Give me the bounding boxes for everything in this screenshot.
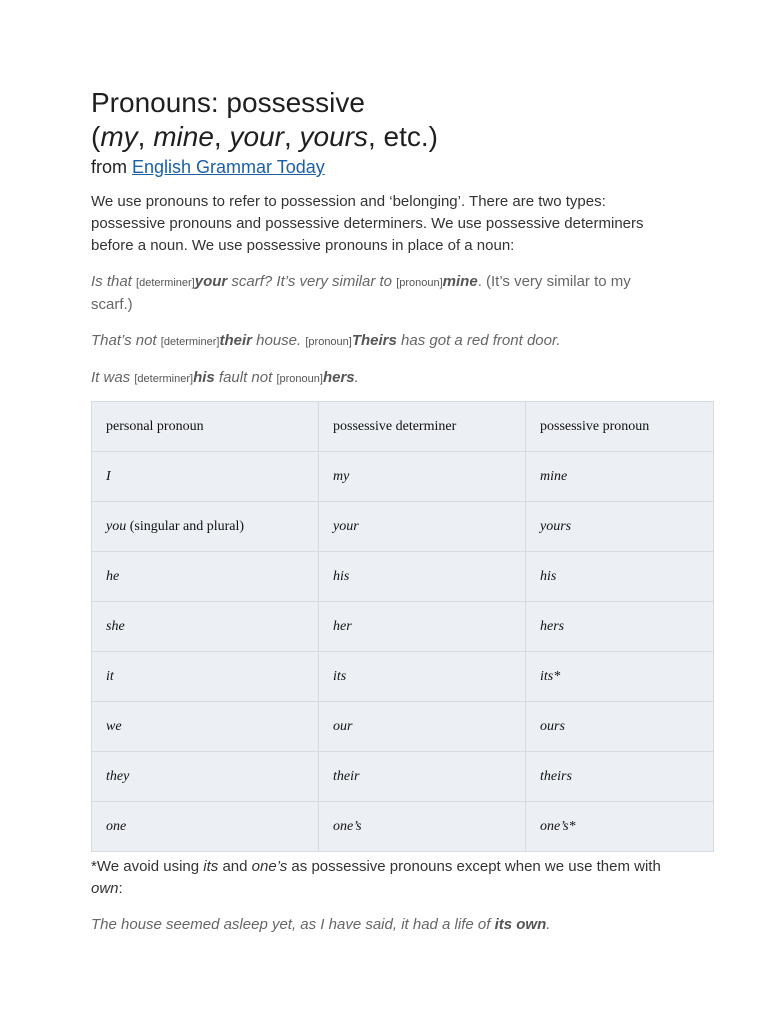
article	[91, 86, 713, 936]
column-header: possessive pronoun	[526, 402, 714, 452]
table-cell-personal	[92, 452, 319, 502]
example-text: fault not	[214, 369, 277, 386]
example-gloss: . (It’s very similar to my scarf.)	[91, 273, 631, 313]
personal-pronoun: he	[106, 568, 120, 584]
possessive-determiner: our	[333, 718, 353, 734]
possessive-pronoun: one’s*	[540, 818, 576, 834]
title-sep: ,	[213, 121, 230, 152]
footnote-text: *We avoid using	[91, 858, 204, 875]
table-row	[92, 702, 714, 752]
example-keyword: hers	[322, 369, 355, 386]
source-link[interactable]: English Grammar Today	[132, 157, 325, 177]
table-cell-determiner	[319, 552, 526, 602]
personal-pronoun: they	[106, 768, 130, 784]
footnote-term: its	[203, 858, 219, 875]
intro-paragraph: We use pronouns to refer to possession and ‘belonging’. There are two types: possessive pronouns and possessive determiners. We use possessive determiners before a noun. We use possessive pronouns in place of a noun:	[91, 193, 644, 254]
example-text: The house seemed asleep yet, as I have said, it had a life of	[91, 916, 495, 933]
table-cell-pronoun	[526, 802, 714, 852]
example-1	[91, 271, 671, 316]
title-word-yours: yours	[299, 121, 368, 152]
footnote-text: and	[218, 858, 252, 875]
table-cell-pronoun	[526, 602, 714, 652]
grammar-label: [determiner]	[134, 373, 194, 385]
personal-note: (singular and plural)	[126, 518, 245, 534]
example-text: That’s not	[91, 332, 161, 349]
source-line	[91, 155, 713, 179]
title-sep: ,	[283, 121, 300, 152]
table-row	[92, 752, 714, 802]
table-cell-pronoun	[526, 652, 714, 702]
example-text: has got a red front door.	[396, 332, 561, 349]
title-word-your: your	[229, 121, 284, 152]
example-keyword: your	[194, 273, 228, 290]
table-row	[92, 802, 714, 852]
title-word-mine: mine	[153, 121, 214, 152]
possessive-pronoun: theirs	[540, 768, 572, 784]
table-cell-pronoun	[526, 552, 714, 602]
example-text: house.	[251, 332, 306, 349]
example-keyword: their	[219, 332, 252, 349]
possessive-pronoun: yours	[540, 518, 572, 534]
column-header: personal pronoun	[92, 402, 319, 452]
table-header-row	[92, 402, 714, 452]
table-row	[92, 552, 714, 602]
example-keyword: its own	[494, 916, 547, 933]
example-text: Is that	[91, 273, 137, 290]
title-line1: Pronouns: possessive	[91, 87, 365, 118]
personal-pronoun: you	[106, 518, 127, 534]
table-row	[92, 452, 714, 502]
possessive-determiner: my	[333, 468, 350, 484]
table-cell-personal	[92, 802, 319, 852]
table-cell-personal	[92, 502, 319, 552]
table-row	[92, 652, 714, 702]
possessive-determiner: its	[333, 668, 347, 684]
possessive-pronoun: mine	[540, 468, 568, 484]
example-text: .	[546, 916, 551, 933]
title-open-paren: (	[91, 121, 101, 152]
grammar-label: [determiner]	[160, 336, 220, 348]
table-cell-personal	[92, 602, 319, 652]
title-tail: , etc.)	[367, 121, 438, 152]
possessive-determiner: his	[333, 568, 350, 584]
footnote-term: own	[91, 880, 119, 897]
personal-pronoun: one	[106, 818, 127, 834]
table-cell-pronoun	[526, 502, 714, 552]
grammar-label: [pronoun]	[276, 373, 323, 385]
example-text: .	[354, 369, 359, 386]
possessive-pronoun: its*	[540, 668, 561, 684]
example-3	[91, 367, 671, 390]
personal-pronoun: I	[106, 468, 111, 484]
possessive-determiner: their	[333, 768, 360, 784]
personal-pronoun: it	[106, 668, 114, 684]
possessive-pronoun: his	[540, 568, 557, 584]
table-cell-personal	[92, 652, 319, 702]
column-header: possessive determiner	[319, 402, 526, 452]
example-4	[91, 914, 713, 936]
table-cell-pronoun	[526, 752, 714, 802]
table-cell-pronoun	[526, 452, 714, 502]
possessive-determiner: her	[333, 618, 352, 634]
possessive-determiner: your	[333, 518, 359, 534]
page-title	[91, 86, 713, 154]
possessive-determiner: one’s	[333, 818, 362, 834]
example-text: scarf? It’s very similar to	[227, 273, 397, 290]
table-cell-determiner	[319, 502, 526, 552]
example-keyword: his	[193, 369, 215, 386]
table-cell-pronoun	[526, 702, 714, 752]
footnote-text: :	[118, 880, 123, 897]
possessive-pronoun: hers	[540, 618, 565, 634]
pronoun-table	[91, 401, 714, 852]
example-2	[91, 330, 671, 353]
example-keyword: Theirs	[351, 332, 397, 349]
example-text: It was	[91, 369, 135, 386]
table-cell-personal	[92, 702, 319, 752]
table-cell-personal	[92, 552, 319, 602]
table-cell-determiner	[319, 702, 526, 752]
title-sep: ,	[137, 121, 154, 152]
table-cell-personal	[92, 752, 319, 802]
possessive-pronoun: ours	[540, 718, 565, 734]
title-word-my: my	[100, 121, 138, 152]
example-keyword: mine	[442, 273, 478, 290]
footnote	[91, 856, 661, 900]
footnote-term: one’s	[251, 858, 288, 875]
table-row	[92, 502, 714, 552]
table-row	[92, 602, 714, 652]
table-cell-determiner	[319, 652, 526, 702]
grammar-label: [pronoun]	[305, 336, 352, 348]
source-prefix: from	[91, 157, 133, 177]
footnote-text: as possessive pronouns except when we use them with	[287, 858, 661, 875]
grammar-label: [pronoun]	[396, 277, 443, 289]
table-cell-determiner	[319, 602, 526, 652]
table-cell-determiner	[319, 802, 526, 852]
personal-pronoun: we	[106, 718, 122, 734]
table-cell-determiner	[319, 452, 526, 502]
personal-pronoun: she	[106, 618, 125, 634]
grammar-label: [determiner]	[136, 277, 195, 289]
table-cell-determiner	[319, 752, 526, 802]
